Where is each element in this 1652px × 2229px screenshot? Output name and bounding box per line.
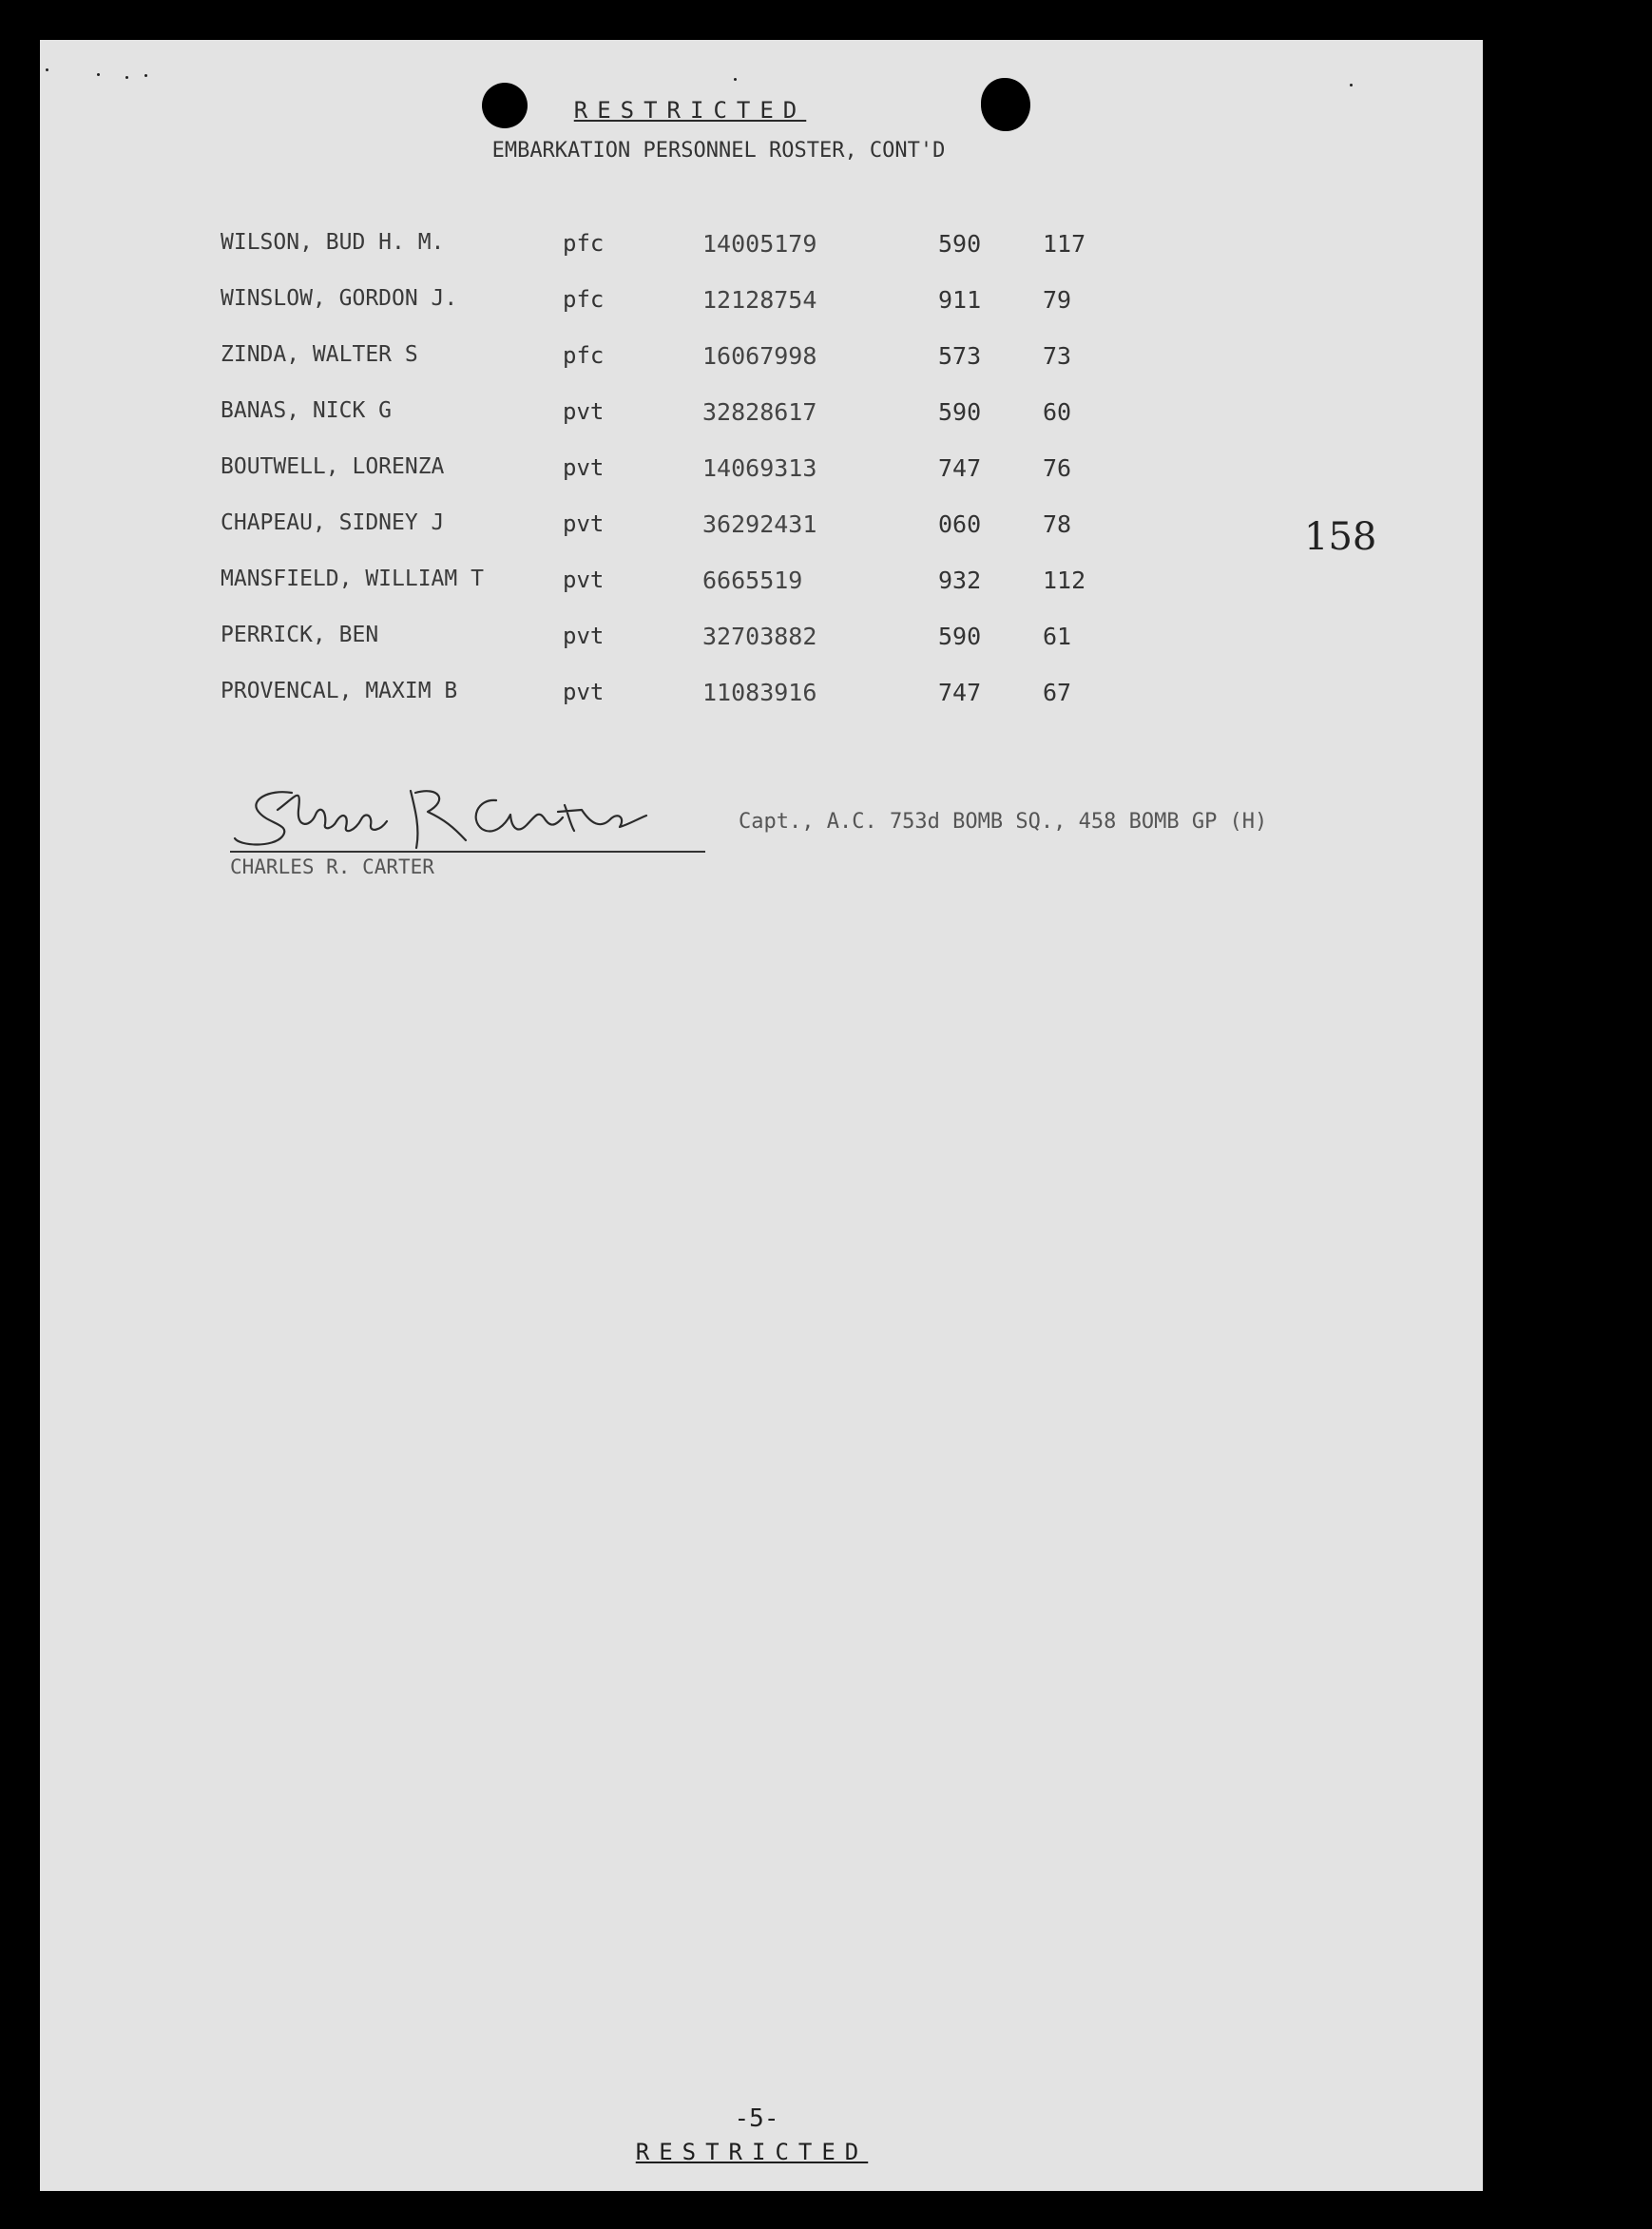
roster-code1: 747 <box>938 454 982 482</box>
footer-restricted: RESTRICTED <box>635 2139 869 2165</box>
roster-row <box>40 567 1276 605</box>
speck <box>1350 84 1353 86</box>
roster-name: WILSON, BUD H. M. <box>221 230 445 255</box>
roster-serial: 36292431 <box>702 510 817 538</box>
speck <box>97 73 100 76</box>
roster-code2: 76 <box>1043 454 1072 482</box>
roster-row <box>40 679 1276 717</box>
roster-serial: 14005179 <box>702 230 817 258</box>
roster-code2: 60 <box>1043 398 1072 426</box>
speck <box>46 68 48 71</box>
speck <box>734 78 737 81</box>
roster-code2: 78 <box>1043 510 1072 538</box>
roster-name: BOUTWELL, LORENZA <box>221 454 445 479</box>
roster-code2: 79 <box>1043 286 1072 314</box>
roster-rank: pvt <box>563 510 605 537</box>
roster-code1: 590 <box>938 623 982 650</box>
roster-row <box>40 230 1276 268</box>
footer-page-number: -5- <box>734 2104 779 2133</box>
roster-code1: 747 <box>938 679 982 706</box>
roster-serial: 32828617 <box>702 398 817 426</box>
roster-rank: pvt <box>563 398 605 425</box>
roster-rank: pfc <box>563 230 605 257</box>
speck <box>144 74 147 77</box>
roster-serial: 11083916 <box>702 679 817 706</box>
roster-row <box>40 398 1276 436</box>
roster-row <box>40 623 1276 661</box>
roster-code2: 61 <box>1043 623 1072 650</box>
roster-rank: pvt <box>563 623 605 649</box>
roster-code2: 73 <box>1043 342 1072 370</box>
document-page <box>40 40 1483 2191</box>
roster-code1: 932 <box>938 567 982 594</box>
roster-name: ZINDA, WALTER S <box>221 342 418 367</box>
roster-code2: 117 <box>1043 230 1086 258</box>
roster-serial: 14069313 <box>702 454 817 482</box>
roster-code1: 573 <box>938 342 982 370</box>
roster-rank: pfc <box>563 342 605 369</box>
roster-serial: 32703882 <box>702 623 817 650</box>
roster-serial: 16067998 <box>702 342 817 370</box>
header-subtitle: EMBARKATION PERSONNEL ROSTER, CONT'D <box>491 139 946 163</box>
roster-rank: pvt <box>563 679 605 705</box>
roster-name: CHAPEAU, SIDNEY J <box>221 510 445 535</box>
roster-code1: 060 <box>938 510 982 538</box>
roster-code1: 590 <box>938 230 982 258</box>
typed-signatory-name: CHARLES R. CARTER <box>230 855 434 878</box>
signature-block <box>221 772 753 886</box>
signature-line <box>230 851 705 853</box>
roster-row <box>40 510 1276 548</box>
roster-rank: pvt <box>563 454 605 481</box>
roster-name: PERRICK, BEN <box>221 623 379 647</box>
roster-row <box>40 286 1276 324</box>
roster-rank: pvt <box>563 567 605 593</box>
roster-name: PROVENCAL, MAXIM B <box>221 679 458 703</box>
roster-serial: 6665519 <box>702 567 803 594</box>
signatory-title: Capt., A.C. 753d BOMB SQ., 458 BOMB GP (H) <box>739 810 1268 834</box>
roster-code2: 67 <box>1043 679 1072 706</box>
roster-row <box>40 454 1276 492</box>
roster-code1: 590 <box>938 398 982 426</box>
roster-name: BANAS, NICK G <box>221 398 393 423</box>
roster-serial: 12128754 <box>702 286 817 314</box>
handwritten-signature <box>221 772 753 857</box>
roster-code2: 112 <box>1043 567 1086 594</box>
roster-name: MANSFIELD, WILLIAM T <box>221 567 484 591</box>
page-stamp-number: 158 <box>1304 515 1377 559</box>
roster-rank: pfc <box>563 286 605 313</box>
roster-code1: 911 <box>938 286 982 314</box>
roster-row <box>40 342 1276 380</box>
roster-name: WINSLOW, GORDON J. <box>221 286 458 311</box>
header-restricted: RESTRICTED <box>573 97 807 124</box>
speck <box>125 76 128 79</box>
